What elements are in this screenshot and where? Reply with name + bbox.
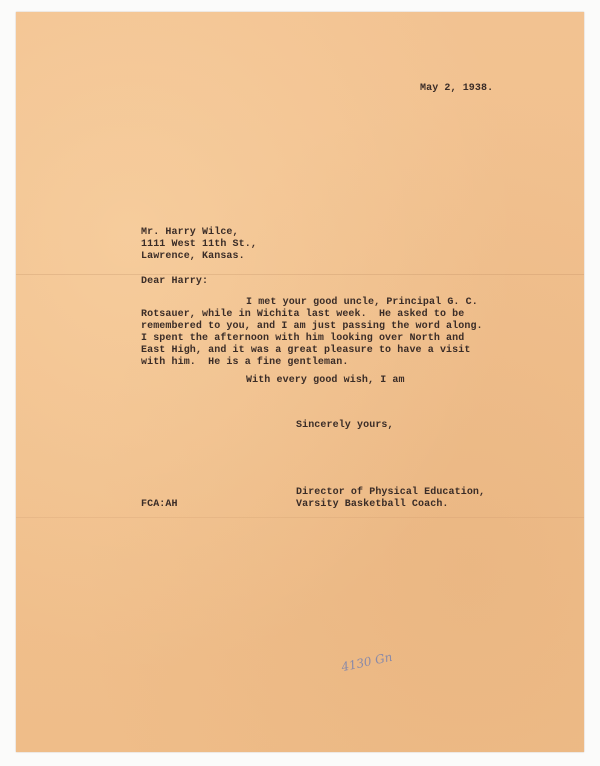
signature-subtitle: Varsity Basketball Coach. bbox=[296, 499, 449, 510]
good-wish-line: With every good wish, I am bbox=[246, 375, 405, 386]
handwritten-note: 4130 Gn bbox=[340, 649, 394, 675]
closing: Sincerely yours, bbox=[296, 420, 394, 431]
recipient-city: Lawrence, Kansas. bbox=[141, 251, 245, 262]
paper-crease bbox=[16, 517, 584, 518]
reference-initials: FCA:AH bbox=[141, 499, 178, 510]
recipient-name: Mr. Harry Wilce, bbox=[141, 227, 239, 238]
body-line: remembered to you, and I am just passing the word along. bbox=[141, 321, 483, 332]
salutation: Dear Harry: bbox=[141, 276, 209, 287]
letter-page bbox=[16, 12, 584, 752]
body-line: Rotsauer, while in Wichita last week. He asked to be bbox=[141, 309, 465, 320]
body-line: I spent the afternoon with him looking over North and bbox=[141, 333, 465, 344]
body-line: East High, and it was a great pleasure to have a visit bbox=[141, 345, 471, 356]
paper-crease bbox=[16, 274, 584, 275]
body-line: with him. He is a fine gentleman. bbox=[141, 357, 349, 368]
signature-title: Director of Physical Education, bbox=[296, 487, 486, 498]
body-line: I met your good uncle, Principal G. C. bbox=[246, 297, 478, 308]
letter-date: May 2, 1938. bbox=[420, 83, 494, 94]
recipient-street: 1111 West 11th St., bbox=[141, 239, 257, 250]
